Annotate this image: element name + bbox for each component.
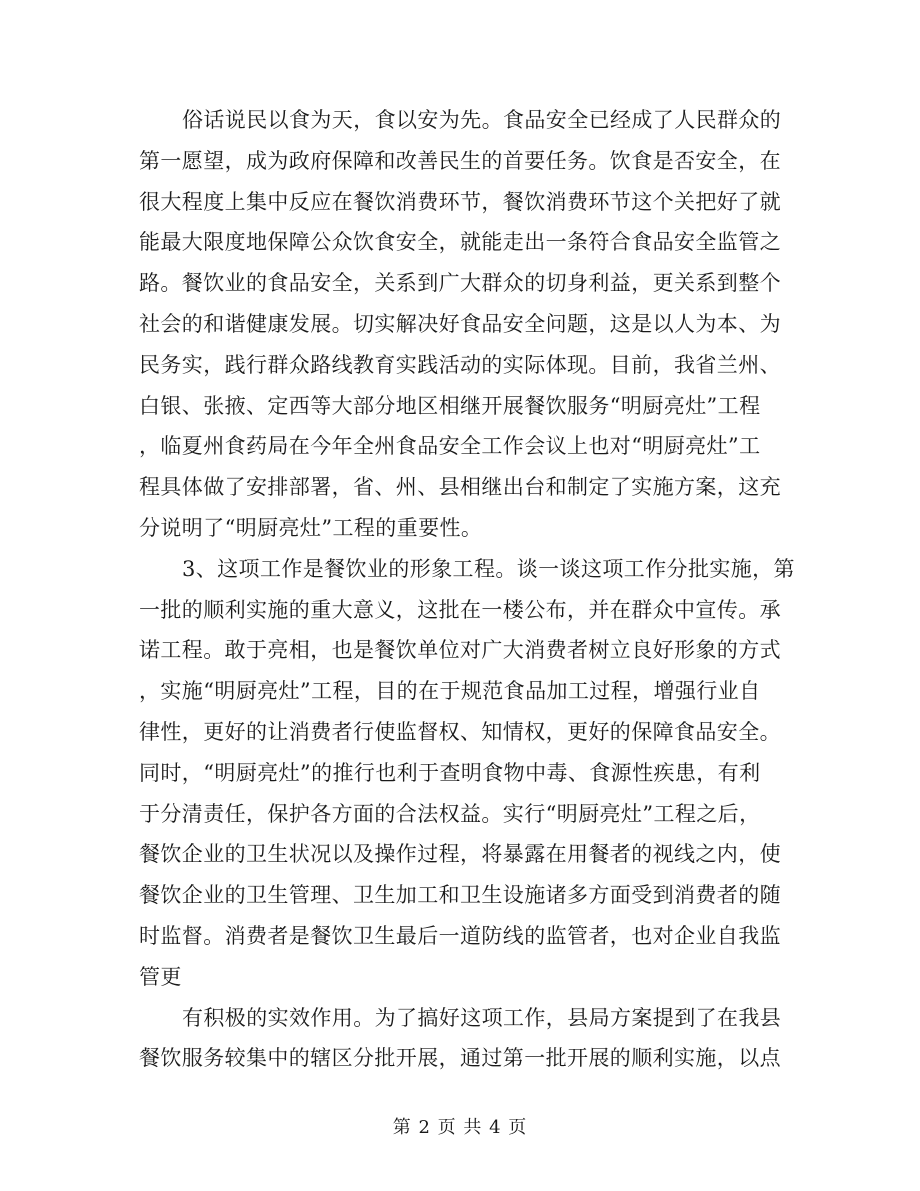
paragraph-2 <box>139 549 795 998</box>
text-line: 时监督。消费者是餐饮卫生最后一道防线的监管者，也对企业自我监 <box>139 923 781 948</box>
text-line: 能最大限度地保障公众饮食安全，就能走出一条符合食品安全监管之 <box>139 230 781 255</box>
text-line: 社会的和谐健康发展。切实解决好食品安全问题，这是以人为本、为 <box>139 311 781 336</box>
text-line: 于分清责任，保护各方面的合法权益。实行“明厨亮灶”工程之后， <box>139 801 761 826</box>
text-line: 程具体做了安排部署，省、州、县相继出台和制定了实施方案，这充 <box>139 475 781 500</box>
text-line: 分说明了“明厨亮灶”工程的重要性。 <box>139 515 483 540</box>
text-line: 3、这项工作是餐饮业的形象工程。谈一谈这项工作分批实施，第 <box>182 556 795 581</box>
text-line: 一批的顺利实施的重大意义，这批在一楼公布，并在群众中宣传。承 <box>139 597 781 622</box>
document-body <box>139 100 795 1079</box>
text-line: 白银、张掖、定西等大部分地区相继开展餐饮服务“明厨亮灶”工程 <box>139 393 761 418</box>
text-line: 民务实，践行群众路线教育实践活动的实际体现。目前，我省兰州、 <box>139 352 781 377</box>
text-line: 诺工程。敢于亮相，也是餐饮单位对广大消费者树立良好形象的方式 <box>139 638 781 663</box>
text-line: 路。餐饮业的食品安全，关系到广大群众的切身利益，更关系到整个 <box>139 271 781 296</box>
text-line: 第一愿望，成为政府保障和改善民生的首要任务。饮食是否安全，在 <box>139 148 781 173</box>
paragraph-1 <box>139 100 782 549</box>
text-line: 管更 <box>139 964 182 989</box>
text-line: ，临夏州食药局在今年全州食品安全工作会议上也对“明厨亮灶”工 <box>139 434 761 459</box>
page-number-footer: 第 2 页 共 4 页 <box>392 1117 528 1138</box>
paragraph-3 <box>139 998 782 1080</box>
text-line: 俗话说民以食为天，食以安为先。食品安全已经成了人民群众的 <box>182 108 782 132</box>
text-line: ，实施“明厨亮灶”工程，目的在于规范食品加工过程，增强行业自 <box>139 679 761 704</box>
text-line: 餐饮企业的卫生状况以及操作过程，将暴露在用餐者的视线之内，使 <box>139 842 781 867</box>
text-line: 有积极的实效作用。为了搞好这项工作，县局方案提到了在我县 <box>182 1005 782 1030</box>
text-line: 律性，更好的让消费者行使监督权、知情权，更好的保障食品安全。 <box>139 719 781 744</box>
text-line: 餐饮企业的卫生管理、卫生加工和卫生设施诸多方面受到消费者的随 <box>139 883 781 908</box>
text-line: 同时，“明厨亮灶”的推行也利于查明食物中毒、食源性疾患，有利 <box>139 760 761 785</box>
text-line: 很大程度上集中反应在餐饮消费环节，餐饮消费环节这个关把好了就 <box>139 189 781 214</box>
text-line: 餐饮服务较集中的辖区分批开展，通过第一批开展的顺利实施，以点 <box>139 1046 781 1071</box>
